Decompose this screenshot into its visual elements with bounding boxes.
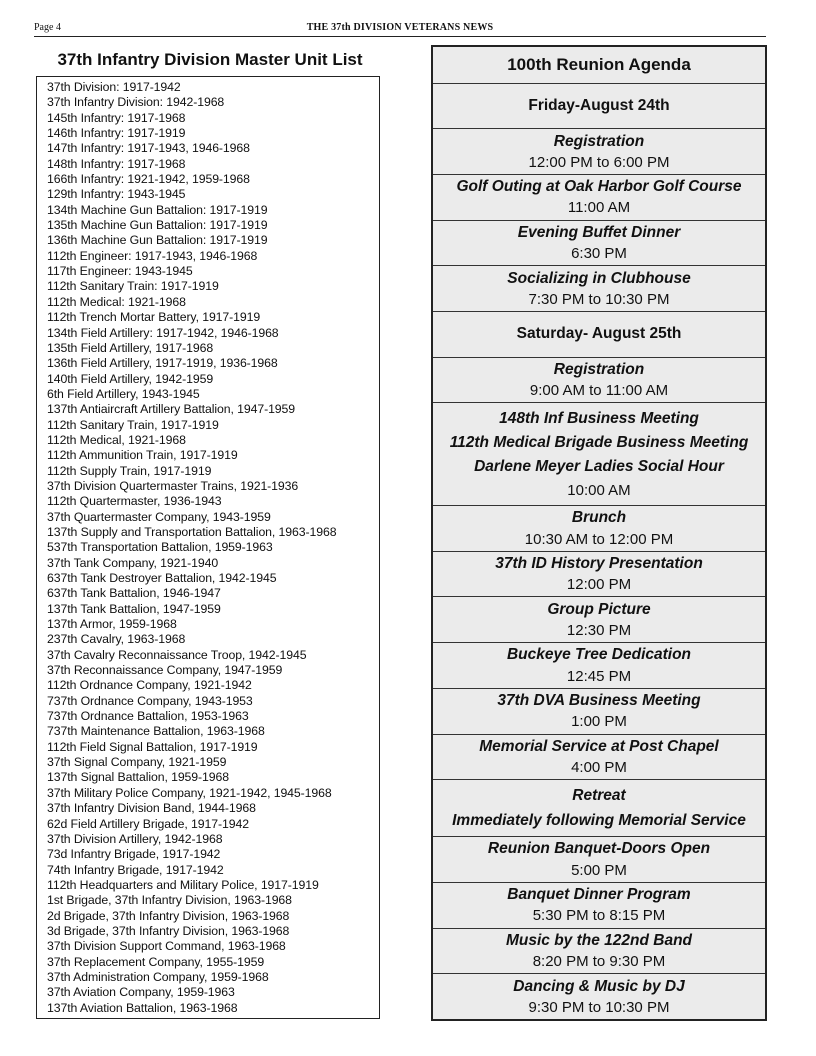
unit-list-item: 145th Infantry: 1917-1968 [47, 110, 186, 125]
unit-list-box [36, 76, 380, 1019]
unit-list-item: 37th Replacement Company, 1955-1959 [47, 954, 265, 969]
unit-list-item: 37th Infantry Division: 1942-1968 [47, 95, 225, 110]
day-label: Friday-August 24th [528, 96, 670, 114]
unit-list-item: 637th Tank Battalion, 1946-1947 [47, 586, 221, 601]
unit-list-item: 136th Machine Gun Battalion: 1917-1919 [47, 233, 268, 248]
unit-list-item: 62d Field Artillery Brigade, 1917-1942 [47, 816, 249, 831]
event-time: 1:00 PM [571, 713, 627, 731]
unit-list-item: 737th Maintenance Battalion, 1963-1968 [47, 724, 265, 739]
event-name: 37th ID History Presentation [495, 555, 703, 573]
agenda-event [433, 221, 765, 267]
agenda-title-row [433, 47, 765, 84]
unit-list-item: 112th Ammunition Train, 1917-1919 [47, 448, 238, 463]
agenda-day-saturday [433, 312, 765, 358]
unit-list-item: 3d Brigade, 37th Infantry Division, 1963-1968 [47, 923, 290, 938]
event-time: 4:00 PM [571, 759, 627, 777]
event-name: Brunch [571, 509, 627, 527]
reunion-agenda [431, 45, 767, 1021]
unit-list-item: 135th Machine Gun Battalion: 1917-1919 [47, 218, 268, 233]
agenda-event [433, 974, 765, 1019]
unit-list-item: 37th Cavalry Reconnaissance Troop, 1942-1945 [47, 647, 307, 662]
unit-list-item: 37th Signal Company, 1921-1959 [47, 755, 227, 770]
unit-list-item: 112th Sanitary Train, 1917-1919 [47, 417, 219, 432]
event-time: 7:30 PM to 10:30 PM [528, 290, 670, 308]
unit-list-item: 112th Engineer: 1917-1943, 1946-1968 [47, 248, 258, 263]
event-name: 148th Inf Business Meeting [499, 409, 699, 427]
unit-list-item: 37th Division Artillery, 1942-1968 [47, 831, 223, 846]
event-name: 37th DVA Business Meeting [497, 692, 701, 710]
agenda-event [433, 552, 765, 598]
unit-list-item: 637th Tank Destroyer Battalion, 1942-1945 [47, 571, 277, 585]
agenda-event-meetings [433, 403, 765, 506]
page-header [34, 20, 766, 37]
unit-list-item: 148th Infantry: 1917-1968 [47, 156, 186, 171]
event-time: 5:30 PM to 8:15 PM [532, 907, 666, 925]
unit-list-item: 137th Aviation Battalion, 1963-1968 [47, 1000, 238, 1015]
unit-list-item: 146th Infantry: 1917-1919 [47, 126, 186, 141]
unit-list-item: 112th Medical: 1921-1968 [47, 294, 186, 309]
agenda-event [433, 129, 765, 175]
event-note: Immediately following Memorial Service [452, 811, 746, 829]
event-time: 12:00 PM [566, 576, 632, 594]
unit-list-item: 37th Military Police Company, 1921-1942, 1945-1968 [47, 785, 332, 800]
unit-list-item: 137th Signal Battalion, 1959-1968 [47, 770, 229, 785]
unit-list-item: 112th Headquarters and Military Police, 1917-1919 [47, 877, 319, 892]
unit-list-item: 112th Supply Train, 1917-1919 [47, 463, 212, 478]
event-name: Buckeye Tree Dedication [506, 646, 692, 664]
agenda-day-friday [433, 84, 765, 130]
unit-list-item: 37th Division: 1917-1942 [47, 80, 181, 94]
unit-list-title: 37th Infantry Division Master Unit List [57, 50, 363, 69]
unit-list-item: 137th Tank Battalion, 1947-1959 [47, 601, 221, 616]
event-name: Evening Buffet Dinner [517, 223, 681, 241]
unit-list-item: 37th Division Quartermaster Trains, 1921-1936 [47, 478, 299, 493]
agenda-event [433, 735, 765, 781]
unit-list-item: 135th Field Artillery, 1917-1968 [47, 340, 214, 355]
event-name: Dancing & Music by DJ [513, 977, 685, 995]
unit-list-item: 2d Brigade, 37th Infantry Division, 1963-1968 [47, 908, 290, 923]
event-name: 112th Medical Brigade Business Meeting [449, 433, 749, 451]
agenda-event-retreat [433, 780, 765, 837]
event-time: 9:00 AM to 11:00 AM [529, 382, 669, 400]
unit-list-item: 74th Infantry Brigade, 1917-1942 [47, 862, 224, 877]
event-name: Registration [553, 132, 645, 150]
unit-list-item: 73d Infantry Brigade, 1917-1942 [47, 847, 221, 862]
agenda-event [433, 175, 765, 221]
event-time: 8:20 PM to 9:30 PM [532, 953, 666, 971]
event-time: 5:00 PM [571, 861, 627, 879]
unit-list-item: 1st Brigade, 37th Infantry Division, 1963-1968 [47, 893, 292, 908]
event-name: Reunion Banquet-Doors Open [487, 840, 711, 858]
newsletter-masthead: THE 37th DIVISION VETERANS NEWS [306, 22, 494, 33]
agenda-title: 100th Reunion Agenda [507, 54, 691, 74]
event-name: Retreat [572, 786, 626, 804]
event-time: 10:30 AM to 12:00 PM [524, 530, 674, 548]
event-time: 12:45 PM [566, 667, 632, 685]
event-name: Group Picture [547, 600, 651, 618]
event-time: 6:30 PM [571, 245, 627, 263]
unit-list-item: 37th Administration Company, 1959-1968 [47, 969, 269, 984]
event-time: 12:30 PM [566, 621, 632, 639]
unit-list-item: 134th Machine Gun Battalion: 1917-1919 [47, 202, 268, 217]
agenda-event [433, 266, 765, 312]
agenda-event [433, 883, 765, 929]
event-time: 11:00 AM [567, 199, 631, 217]
event-name: Banquet Dinner Program [507, 886, 691, 904]
unit-list-item: 537th Transportation Battalion, 1959-1963 [47, 540, 273, 555]
unit-list-item: 237th Cavalry, 1963-1968 [47, 632, 186, 647]
agenda-event [433, 506, 765, 552]
unit-list-item: 134th Field Artillery: 1917-1942, 1946-1968 [47, 325, 279, 340]
unit-list-item: 6th Field Artillery, 1943-1945 [47, 386, 200, 401]
unit-list-item: 37th Infantry Division Band, 1944-1968 [47, 801, 256, 816]
unit-list-item: 147th Infantry: 1917-1943, 1946-1968 [47, 141, 250, 156]
unit-list-item: 129th Infantry: 1943-1945 [47, 187, 186, 202]
unit-list-item: 136th Field Artillery, 1917-1919, 1936-1968 [47, 356, 278, 371]
agenda-event [433, 929, 765, 975]
unit-list-item: 117th Engineer: 1943-1945 [47, 264, 193, 279]
event-time: 10:00 AM [567, 481, 631, 499]
unit-list-item: 37th Reconnaissance Company, 1947-1959 [47, 663, 283, 678]
unit-list-item: 166th Infantry: 1921-1942, 1959-1968 [47, 172, 250, 187]
event-name: Darlene Meyer Ladies Social Hour [474, 457, 724, 475]
unit-list-item: 737th Ordnance Battalion, 1953-1963 [47, 709, 249, 724]
unit-list-item: 737th Ordnance Company, 1943-1953 [47, 693, 253, 708]
unit-list-item: 112th Trench Mortar Battery, 1917-1919 [47, 310, 261, 325]
event-name: Music by the 122nd Band [505, 931, 693, 949]
unit-list-item: 37th Division Support Command, 1963-1968 [47, 939, 286, 954]
unit-list-item: 37th Tank Company, 1921-1940 [47, 555, 219, 570]
agenda-event [433, 689, 765, 735]
unit-list [47, 80, 379, 1016]
agenda-event [433, 597, 765, 643]
unit-list-item: 137th Supply and Transportation Battalion, 1963-1968 [47, 524, 337, 539]
event-time: 12:00 PM to 6:00 PM [528, 153, 670, 171]
event-name: Socializing in Clubhouse [507, 269, 691, 287]
event-time: 9:30 PM to 10:30 PM [528, 998, 670, 1016]
agenda-event [433, 643, 765, 689]
unit-list-item: 112th Quartermaster, 1936-1943 [47, 494, 222, 509]
unit-list-item: 137th Antiaircraft Artillery Battalion, 1947-1959 [47, 402, 296, 417]
unit-list-item: 37th Aviation Company, 1959-1963 [47, 985, 235, 1000]
unit-list-item: 112th Medical, 1921-1968 [47, 432, 186, 447]
agenda-event [433, 358, 765, 404]
event-name: Memorial Service at Post Chapel [479, 737, 719, 755]
agenda-event [433, 837, 765, 883]
unit-list-item: 140th Field Artillery, 1942-1959 [47, 371, 214, 386]
page-number: Page 4 [34, 22, 61, 33]
unit-list-item: 137th Armor, 1959-1968 [47, 617, 177, 632]
unit-list-item: 112th Sanitary Train: 1917-1919 [47, 279, 219, 294]
unit-list-item: 112th Field Signal Battalion, 1917-1919 [47, 739, 258, 754]
unit-list-item: 112th Ordnance Company, 1921-1942 [47, 678, 252, 693]
day-label: Saturday- August 25th [516, 325, 682, 343]
event-name: Golf Outing at Oak Harbor Golf Course [456, 178, 742, 196]
event-name: Registration [553, 361, 645, 379]
unit-list-item: 37th Quartermaster Company, 1943-1959 [47, 509, 271, 524]
